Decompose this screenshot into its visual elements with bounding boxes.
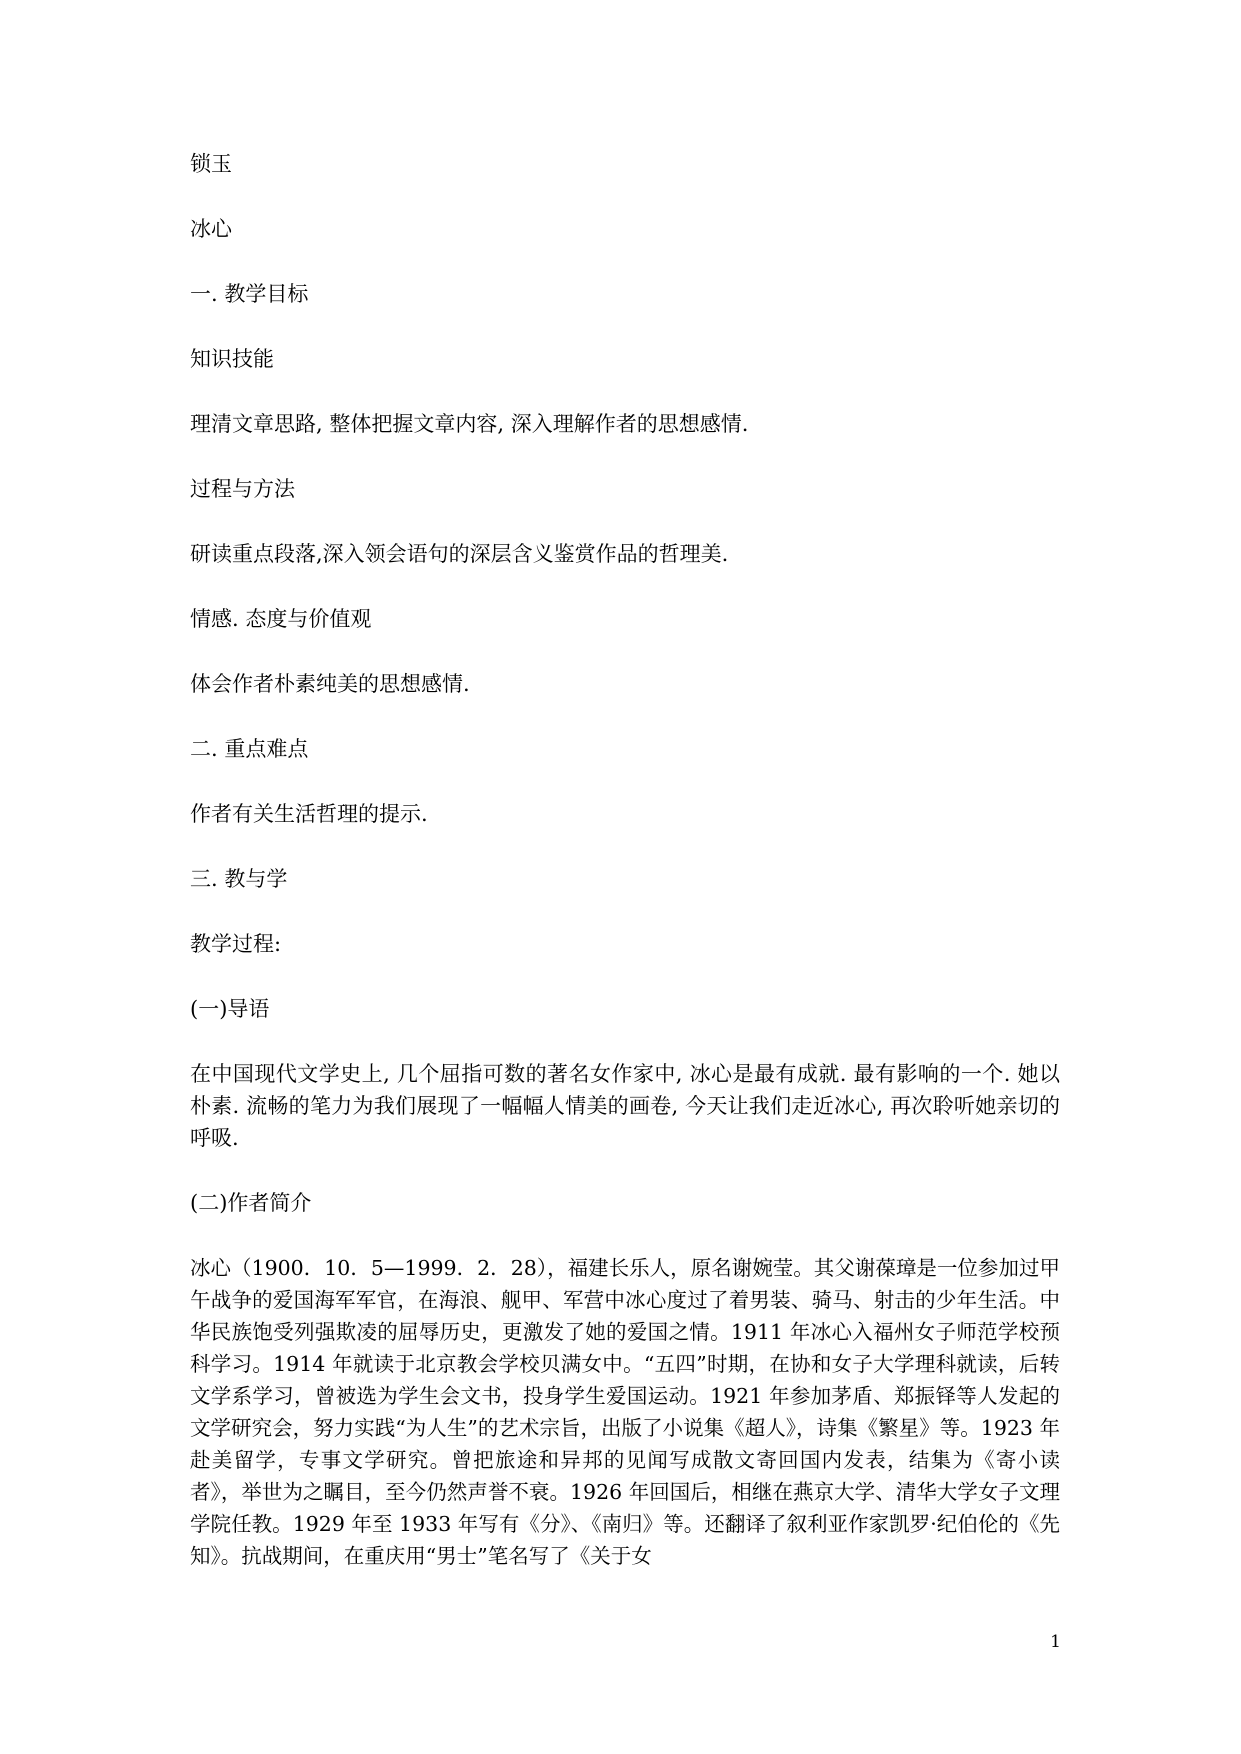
subheading-process: 过程与方法: [190, 477, 295, 501]
section-heading-teaching: 三. 教与学: [190, 867, 288, 891]
subheading-knowledge: 知识技能: [190, 347, 274, 371]
emotion-text: 体会作者朴素纯美的思想感情.: [190, 672, 470, 696]
intro-paragraph: 在中国现代文学史上, 几个屈指可数的著名女作家中, 冰心是最有成就. 最有影响的一个. 她以朴素. 流畅的笔力为我们展现了一幅幅人情美的画卷, 今天让我们走近冰心, 再次聆听她亲切的呼吸.: [190, 1062, 1060, 1150]
teaching-process-label: 教学过程:: [190, 932, 282, 956]
document-body: [190, 148, 1060, 1572]
subheading-intro: (一)导语: [190, 997, 270, 1021]
section-heading-objectives: 一. 教学目标: [190, 282, 309, 306]
document-author: 冰心: [190, 217, 232, 241]
subheading-emotion: 情感. 态度与价值观: [190, 607, 372, 631]
key-points-text: 作者有关生活哲理的提示.: [190, 802, 428, 826]
document-title: 锁玉: [190, 152, 232, 176]
page-number: 1: [1050, 1632, 1061, 1652]
knowledge-text: 理清文章思路, 整体把握文章内容, 深入理解作者的思想感情.: [190, 412, 749, 436]
subheading-author-bio: (二)作者简介: [190, 1191, 312, 1215]
process-text: 研读重点段落,深入领会语句的深层含义鉴赏作品的哲理美.: [190, 542, 729, 566]
section-heading-key-points: 二. 重点难点: [190, 737, 309, 761]
author-bio-paragraph: 冰心（1900．10．5—1999．2．28），福建长乐人，原名谢婉莹。其父谢葆璋是一位参加过甲午战争的爱国海军军官，在海浪、舰甲、军营中冰心度过了着男装、骑马、射击的少年生活。中华民族饱受列强欺凌的屈辱历史，更激发了她的爱国之情。1911 年冰心入福州女子师范学校预科学习。1914 年就读于北京教会学校贝满女中。“五四”时期，在协和女子大学理科就读，后转文学系学习，曾被选为学生会文书，投身学生爱国运动。1921 年参加茅盾、郑振铎等人发起的文学研究会，努力实践“为人生”的艺术宗旨，出版了小说集《超人》，诗集《繁星》等。1923 年赴美留学，专事文学研究。曾把旅途和异邦的见闻写成散文寄回国内发表，结集为《寄小读者》，举世为之瞩目，至今仍然声誉不衰。1926 年回国后，相继在燕京大学、清华大学女子文理学院任教。1929 年至 1933 年写有《分》、《南归》等。还翻译了叙利亚作家凯罗·纪伯伦的《先知》。抗战期间，在重庆用“男士”笔名写了《关于女: [190, 1256, 1060, 1568]
